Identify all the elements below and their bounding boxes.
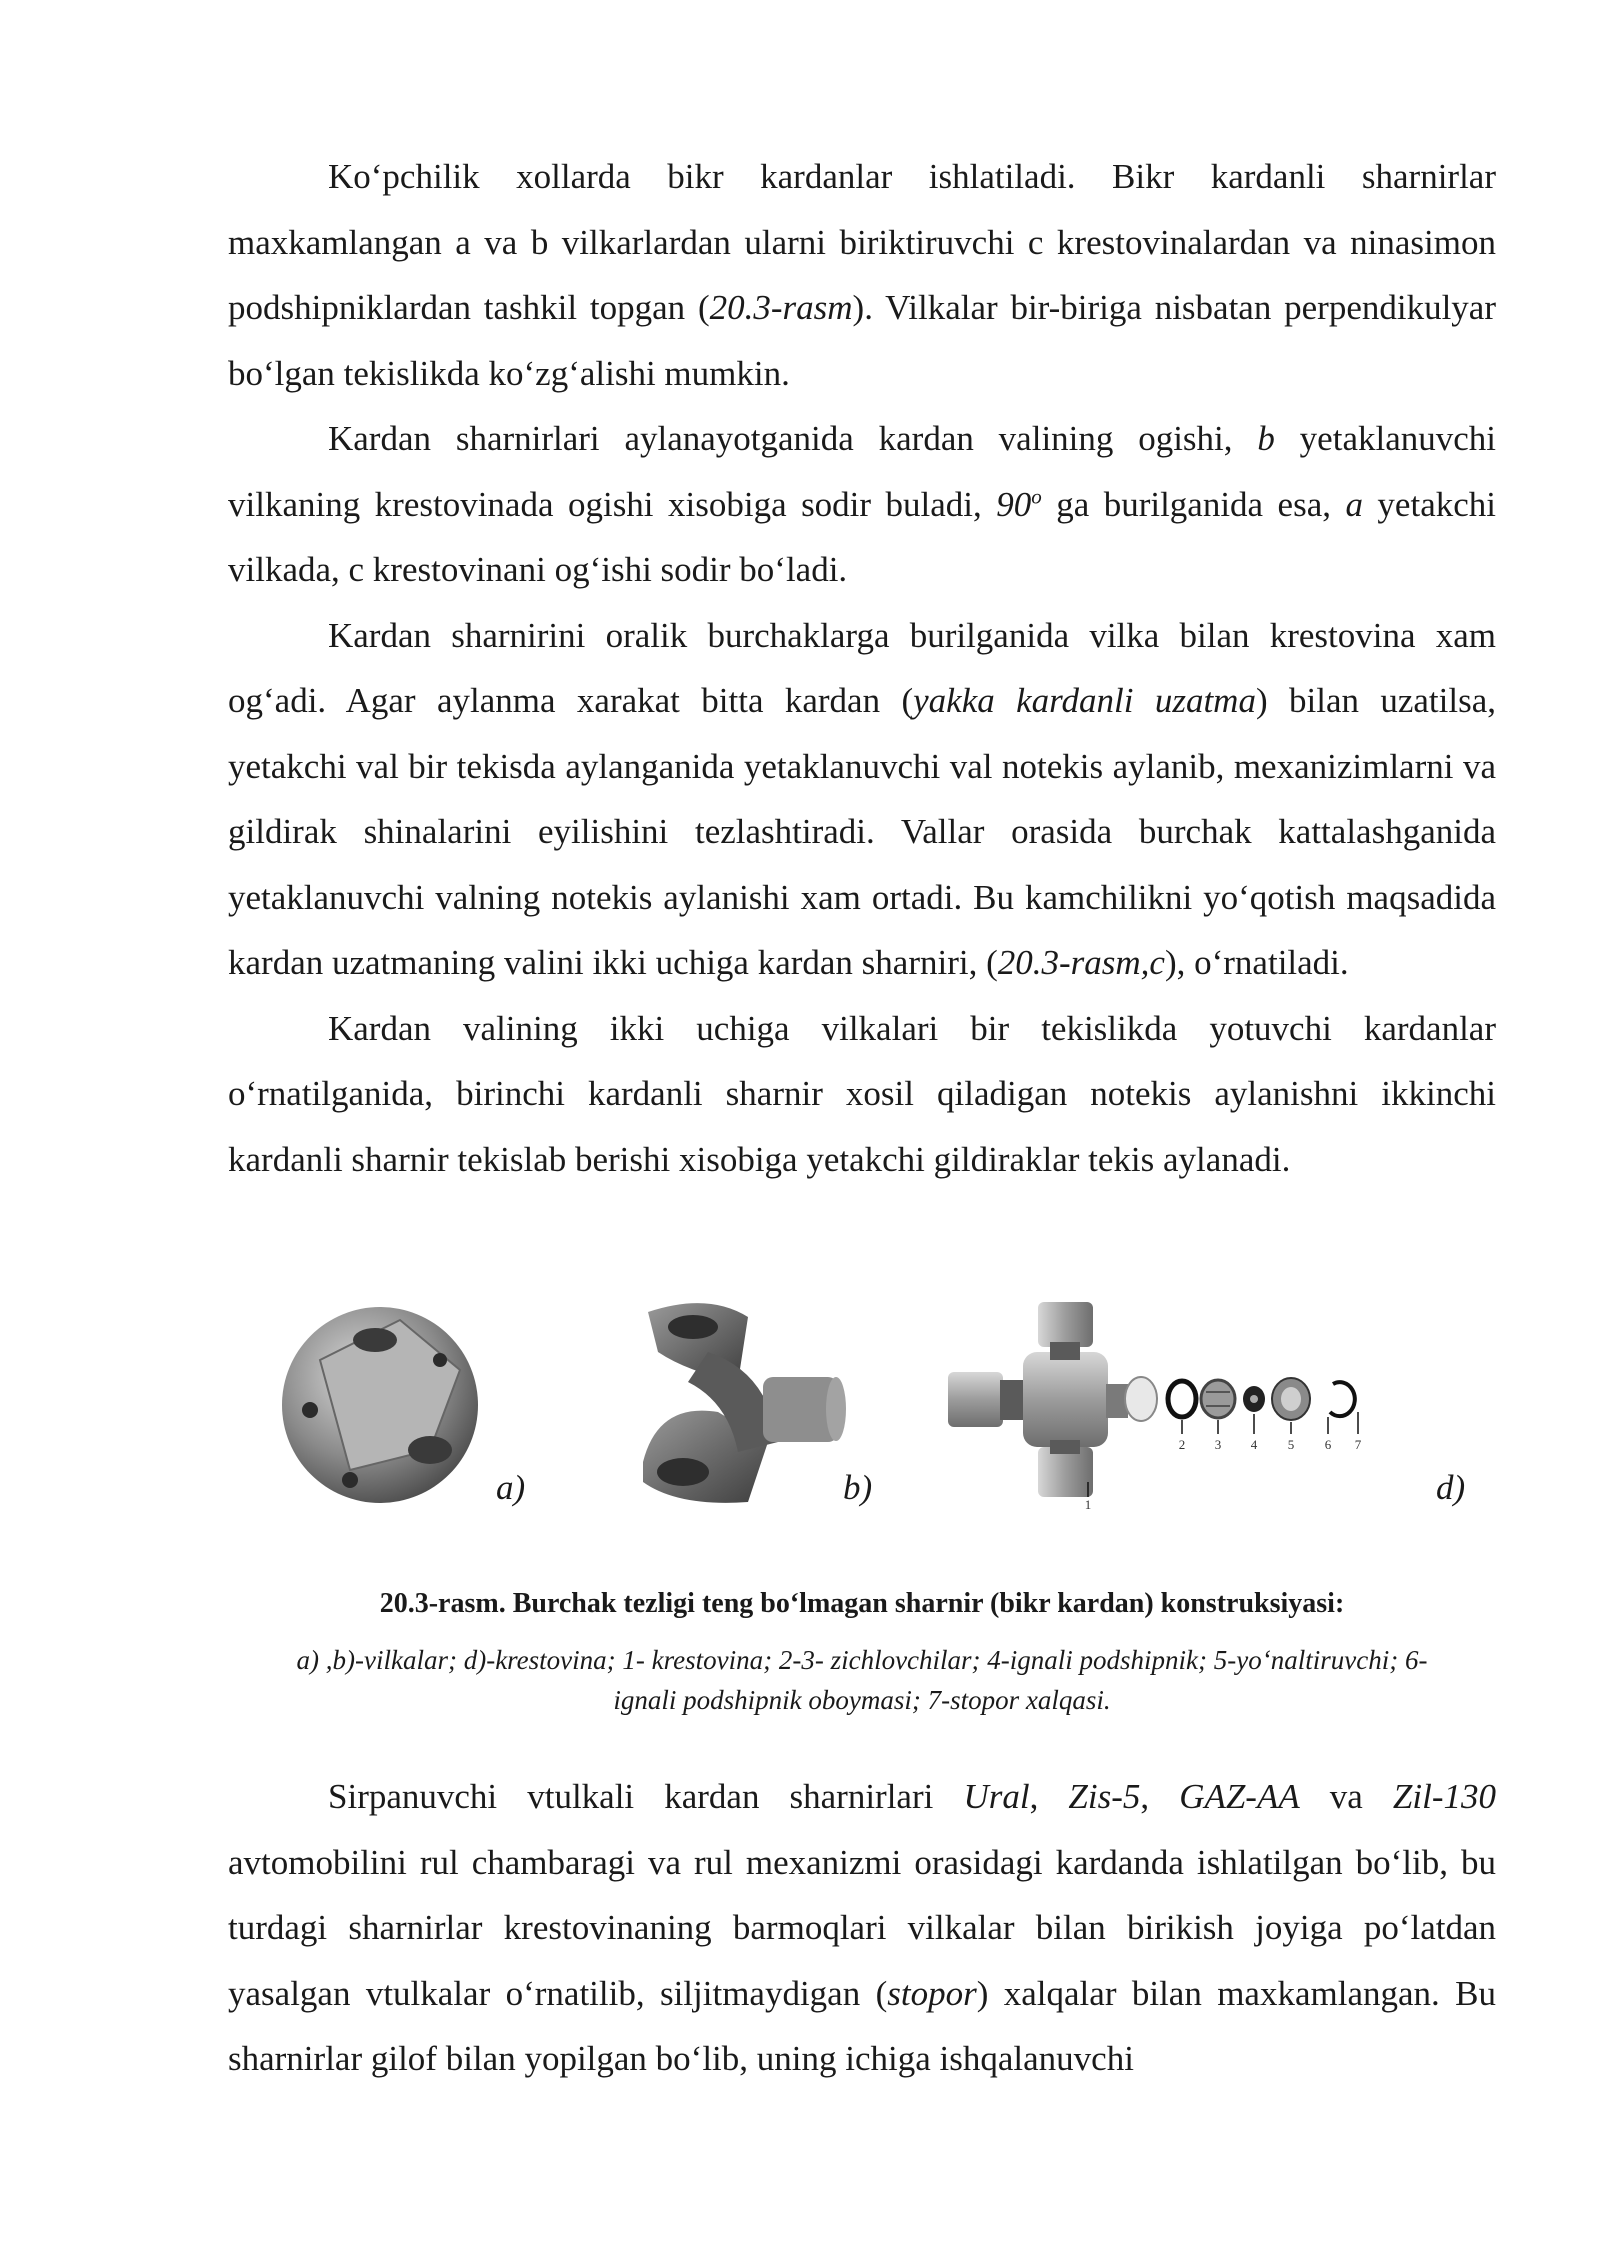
part-number-1: 1 <box>1084 1497 1092 1512</box>
text-run: Ko‘pchilik xollarda bikr kardanlar ishlatiladi. Bikr kardanli sharnirlar maxkamlangan a va b vilkarlardan ularni biriktiruvchi c krestovinalardan va ninasimon podshipniklardan tashkil topgan ( <box>228 157 1496 327</box>
vehicle-name: Zil-130 <box>1392 1777 1496 1816</box>
text-run: va <box>1299 1777 1393 1816</box>
paragraph-4 <box>228 996 1496 1193</box>
figure-reference: 20.3-rasm,c <box>997 943 1165 982</box>
part-number-7: 7 <box>1354 1437 1362 1452</box>
part-number-3: 3 <box>1214 1437 1222 1452</box>
paragraph-3 <box>228 603 1496 996</box>
weld-yoke-image <box>628 1292 848 1512</box>
paragraph-5 <box>228 1764 1496 2092</box>
figure-caption-title: 20.3-rasm. Burchak tezligi teng bo‘lmagan sharnir (bikr kardan) konstruksiyasi: <box>379 1588 1345 1619</box>
part-number-4: 4 <box>1250 1437 1258 1452</box>
part-number-5: 5 <box>1287 1437 1295 1452</box>
italic-term: a <box>1345 484 1363 524</box>
paragraph-2 <box>228 406 1496 603</box>
text-run: , <box>1029 1777 1069 1816</box>
italic-term: yakka kardanli uzatma <box>913 681 1256 720</box>
italic-term: stopor <box>887 1973 977 2013</box>
figure-label-a: a) <box>496 1468 526 1507</box>
figure-label-b: b) <box>843 1468 873 1507</box>
text-run: Kardan sharnirini oralik burchaklarga burilganida vilka bilan krestovina xam og‘adi. Agar aylanma xarakat bitta kardan ( <box>228 615 1496 720</box>
cross-kit-image <box>938 1292 1378 1522</box>
italic-term: b <box>1257 419 1275 458</box>
part-number-2: 2 <box>1178 1437 1186 1452</box>
figure-reference: 20.3-rasm <box>709 288 853 327</box>
text-run: ), o‘rnatiladi. <box>1164 943 1349 982</box>
text-run: yetaklanuvchi vilkaning krestovinada ogishi xisobiga sodir buladi, <box>228 419 1496 524</box>
vehicle-name: GAZ-AA <box>1179 1777 1300 1816</box>
body-text-bottom <box>228 1764 1496 2092</box>
body-text-top <box>228 144 1496 1192</box>
flange-yoke-image <box>280 1300 490 1510</box>
figure-label-d: d) <box>1436 1468 1466 1507</box>
text-run: , <box>1140 1777 1180 1816</box>
angle-value: 90 <box>996 484 1032 524</box>
degree-mark: o <box>1031 483 1042 508</box>
text-run: Kardan sharnirlari aylanayotganida kardan valining ogishi, <box>328 419 1258 458</box>
part-number-6: 6 <box>1324 1437 1332 1452</box>
text-run: ) bilan uzatilsa, yetakchi val bir tekisda aylanganida yetaklanuvchi val notekis aylanib, mexanizimlarni va gildirak shinalarini eyilishini tezlashtiradi. Vallar orasida burchak kattalashganida yetaklanuvchi valning notekis aylanishi xam ortadi. Bu kamchilikni yo‘qotish maqsadida kardan uzatmaning valini ikki uchiga kardan sharniri, ( <box>228 681 1497 982</box>
text-run: ga burilganida esa, <box>1041 484 1346 524</box>
vehicle-name: Ural <box>963 1777 1030 1816</box>
text-run: ) xalqalar bilan maxkamlangan. Bu sharnirlar gilof bilan yopilgan bo‘lib, uning ichiga ishqalanuvchi <box>228 1973 1496 2078</box>
text-run: ). Vilkalar bir-biriga nisbatan perpendikulyar bo‘lgan tekislikda ko‘zg‘alishi mumkin. <box>228 288 1496 393</box>
figure-20-3 <box>228 1290 1496 1540</box>
paragraph-1 <box>228 144 1496 406</box>
vehicle-name: Zis-5 <box>1068 1777 1141 1816</box>
text-run: yetakchi vilkada, c krestovinani og‘ishi sodir bo‘ladi. <box>228 484 1496 589</box>
text-run: Sirpanuvchi vtulkali kardan sharnirlari <box>328 1777 964 1816</box>
text-run: Kardan valining ikki uchiga vilkalari bir tekislikda yotuvchi kardanlar o‘rnatilganida, birinchi kardanli sharnir xosil qiladigan notekis aylanishni ikkinchi kardanli sharnir tekislab berishi xisobiga yetakchi gildiraklar tekis aylanadi. <box>228 1008 1496 1179</box>
figure-caption-body: a) ,b)-vilkalar; d)-krestovina; 1- krestovina; 2-3- zichlovchilar; 4-ignali podshipnik; 5-yo‘naltiruvchi; 6- ignali podshipnik oboymasi; 7-stopor xalqasi. <box>296 1645 1428 1715</box>
text-run: avtomobilini rul chambaragi va rul mexanizmi orasidagi kardanda ishlatilgan bo‘lib, bu turdagi sharnirlar krestovinaning barmoqlari vilkalar bilan birikish joyiga po‘latdan yasalgan vtulkalar o‘rnatilib, siljitmaydigan ( <box>228 1842 1496 2013</box>
